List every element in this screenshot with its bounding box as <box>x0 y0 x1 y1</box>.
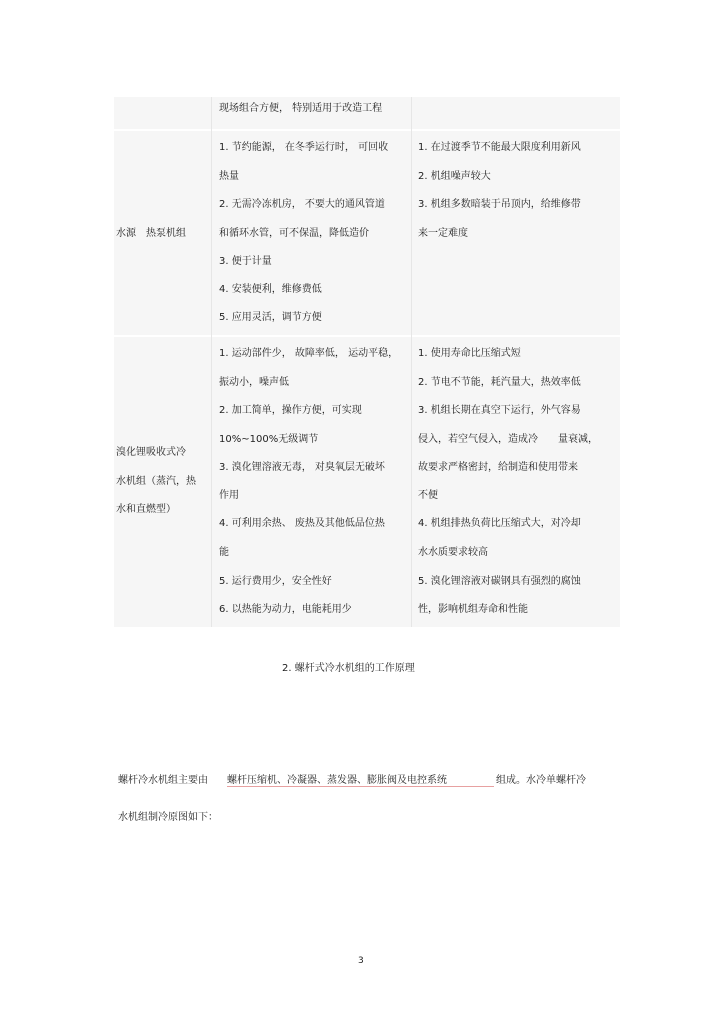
row2-advantage-line: 4. 安装便利，维修费低 <box>219 284 322 295</box>
row2-advantage-line: 2. 无需冷冻机房， 不要大的通风管道 <box>219 199 385 210</box>
row3-advantage-line: 振动小，噪声低 <box>219 377 289 388</box>
row3-advantage-line: 作用 <box>219 490 239 501</box>
row3-advantage-line: 1. 运动部件少， 故障率低， 运动平稳， <box>219 348 399 359</box>
row2-disadvantage-line: 3. 机组多数暗装于吊顶内，给维修带 <box>418 199 581 210</box>
row1-advantage-text: 现场组合方便， 特别适用于改造工程 <box>219 103 383 114</box>
row3-advantage-line: 3. 溴化锂溶液无毒， 对臭氧层无破坏 <box>219 462 385 473</box>
table-divider <box>211 97 212 627</box>
row2-advantage-line: 热量 <box>219 171 239 182</box>
row3-disadvantage-line: 性，影响机组寿命和性能 <box>418 604 528 615</box>
row3-unit-name-line: 水和直燃型） <box>116 504 176 515</box>
row3-disadvantage-line: 1. 使用寿命比压缩式短 <box>418 348 521 359</box>
row2-unit-name: 水源 热泵机组 <box>116 228 186 239</box>
row3-advantage-line: 4. 可利用余热、 废热及其他低品位热 <box>219 518 385 529</box>
row3-unit-name-line: 水机组（蒸汽，热 <box>116 476 196 487</box>
table-divider <box>411 97 412 627</box>
row2-advantage-line: 1. 节约能源， 在冬季运行时， 可回收 <box>219 142 389 153</box>
row3-disadvantage-line: 3. 机组长期在真空下运行，外气容易 <box>418 405 581 416</box>
page-number: 3 <box>358 956 364 966</box>
row2-disadvantage-line: 1. 在过渡季节不能最大限度利用新风 <box>418 142 581 153</box>
row3-disadvantage-line: 2. 节电不节能，耗汽量大，热效率低 <box>418 377 581 388</box>
row3-disadvantage-line: 侵入，若空气侵入，造成冷 量衰减， <box>418 434 598 445</box>
row3-disadvantage-line: 水水质要求较高 <box>418 547 488 558</box>
row3-advantage-line: 5. 运行费用少，安全性好 <box>219 576 332 587</box>
row3-disadvantage-line: 故要求严格密封，给制造和使用带来 <box>418 462 578 473</box>
row2-disadvantage-line: 来一定难度 <box>418 228 468 239</box>
paragraph-line-2: 水机组制冷原图如下： <box>118 812 218 823</box>
row2-advantage-line: 5. 应用灵活，调节方便 <box>219 312 322 323</box>
underline-mark <box>227 786 494 787</box>
row2-disadvantage-line: 2. 机组噪声较大 <box>418 171 491 182</box>
table-cell-r1-dis <box>412 97 620 129</box>
paragraph-text-start: 螺杆冷水机组主要由 <box>118 775 208 786</box>
section-heading: 2. 螺杆式冷水机组的工作原理 <box>282 663 415 674</box>
row2-advantage-line: 3. 便于计量 <box>219 256 272 267</box>
row3-disadvantage-line: 4. 机组排热负荷比压缩式大，对冷却 <box>418 518 581 529</box>
paragraph-underlined-components: 螺杆压缩机、冷凝器、蒸发器、膨胀阀及电控系统 <box>227 775 447 786</box>
row2-advantage-line: 和循环水管，可不保温，降低造价 <box>219 228 369 239</box>
row3-advantage-line: 2. 加工简单，操作方便，可实现 <box>219 405 362 416</box>
row3-advantage-line: 6. 以热能为动力，电能耗用少 <box>219 604 352 615</box>
row3-advantage-line: 能 <box>219 547 229 558</box>
row3-disadvantage-line: 不便 <box>418 490 438 501</box>
row3-advantage-line: 10%~100%无级调节 <box>219 434 319 445</box>
paragraph-text-end: 组成。水冷单螺杆冷 <box>496 775 586 786</box>
row3-unit-name-line: 溴化锂吸收式冷 <box>116 447 186 458</box>
row3-disadvantage-line: 5. 溴化锂溶液对碳钢具有强烈的腐蚀 <box>418 576 581 587</box>
table-cell-r1-name <box>114 97 211 129</box>
